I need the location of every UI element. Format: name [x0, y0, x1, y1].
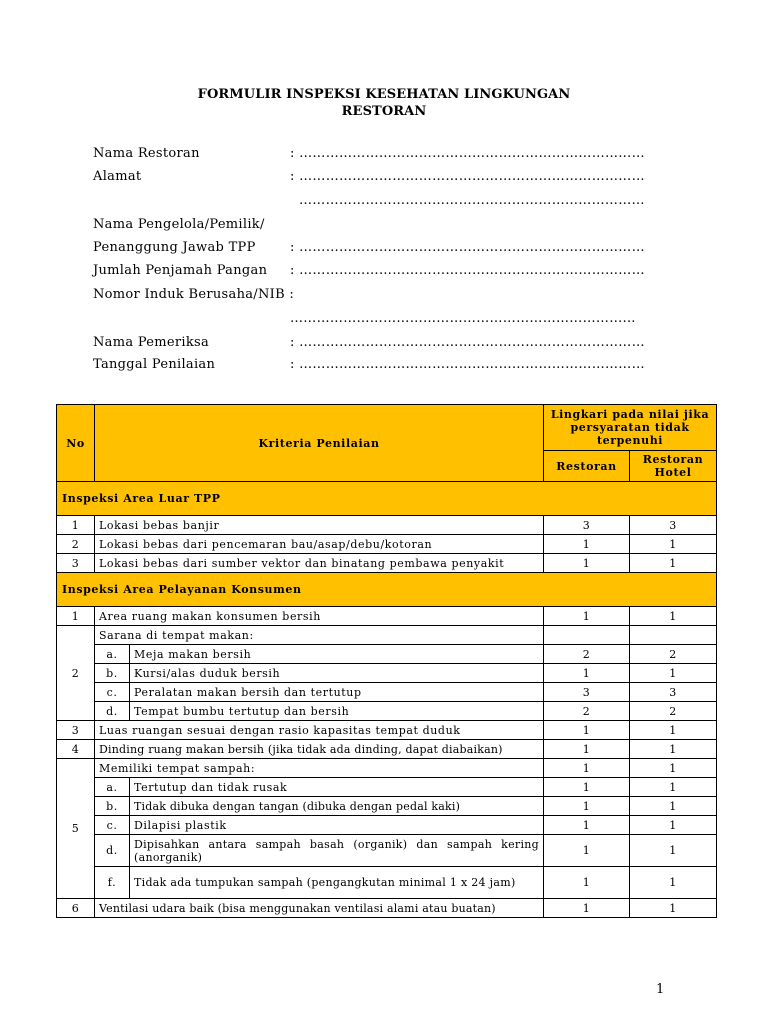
score-restoran-hotel[interactable]: 2	[630, 702, 717, 721]
score-restoran[interactable]: 1	[544, 899, 630, 918]
sub-criteria: Meja makan bersih	[130, 645, 544, 664]
table-row	[57, 516, 717, 535]
sub-letter: a.	[95, 645, 130, 664]
table-subrow	[57, 664, 717, 683]
table-row	[57, 554, 717, 573]
score-restoran-hotel[interactable]: 1	[630, 816, 717, 835]
sub-letter: f.	[95, 867, 130, 899]
score-restoran-hotel[interactable]: 1	[630, 867, 717, 899]
score-restoran[interactable]: 1	[544, 740, 630, 759]
table-subrow	[57, 835, 717, 867]
table-subrow	[57, 645, 717, 664]
score-restoran-hotel[interactable]: 1	[630, 797, 717, 816]
field-blank[interactable]: : ……………………………………………………………………	[290, 357, 645, 372]
table-row	[57, 759, 717, 778]
row-no: 3	[57, 554, 95, 573]
score-restoran[interactable]: 1	[544, 721, 630, 740]
section-title-pelayanan-konsumen: Inspeksi Area Pelayanan Konsumen	[57, 573, 717, 607]
sub-criteria: Kursi/alas duduk bersih	[130, 664, 544, 683]
table-subrow	[57, 683, 717, 702]
form-title: FORMULIR INSPEKSI KESEHATAN LINGKUNGAN	[197, 87, 571, 102]
sub-letter: c.	[95, 683, 130, 702]
score-restoran[interactable]: 1	[544, 607, 630, 626]
score-restoran-hotel[interactable]: 1	[630, 778, 717, 797]
field-label: Alamat	[93, 169, 142, 184]
score-restoran-hotel[interactable]: 1	[630, 664, 717, 683]
row-criteria: Area ruang makan konsumen bersih	[95, 607, 544, 626]
field-label: Penanggung Jawab TPP	[93, 240, 256, 255]
field-label: Jumlah Penjamah Pangan	[93, 263, 268, 278]
row-no: 2	[57, 626, 95, 721]
page-number: 1	[656, 982, 665, 997]
score-restoran-hotel[interactable]: 1	[630, 554, 717, 573]
table-row	[57, 535, 717, 554]
row-criteria: Ventilasi udara baik (bisa menggunakan ventilasi alami atau buatan)	[95, 899, 544, 918]
row-no: 5	[57, 759, 95, 899]
score-restoran-hotel-empty	[630, 626, 717, 645]
form-subtitle: RESTORAN	[341, 104, 427, 119]
header-restoran-hotel: Restoran Hotel	[630, 451, 717, 482]
field-blank[interactable]: : ……………………………………………………………………	[290, 240, 645, 255]
score-restoran-hotel[interactable]: 1	[630, 535, 717, 554]
row-no: 2	[57, 535, 95, 554]
score-restoran-hotel[interactable]: 1	[630, 899, 717, 918]
section-title-area-luar: Inspeksi Area Luar TPP	[57, 482, 717, 516]
sub-criteria: Dilapisi plastik	[130, 816, 544, 835]
row-no: 1	[57, 607, 95, 626]
table-row	[57, 607, 717, 626]
table-row	[57, 740, 717, 759]
row-no: 4	[57, 740, 95, 759]
score-restoran-hotel[interactable]: 1	[630, 759, 717, 778]
sub-letter: c.	[95, 816, 130, 835]
row-criteria: Lokasi bebas dari pencemaran bau/asap/debu/kotoran	[95, 535, 544, 554]
score-restoran-empty	[544, 626, 630, 645]
table-subrow	[57, 816, 717, 835]
field-blank[interactable]: : ……………………………………………………………………	[290, 169, 645, 184]
sub-letter: a.	[95, 778, 130, 797]
sub-criteria: Tidak ada tumpukan sampah (pengangkutan minimal 1 x 24 jam)	[130, 867, 544, 899]
score-restoran-hotel[interactable]: 3	[630, 683, 717, 702]
row-criteria: Sarana di tempat makan:	[95, 626, 544, 645]
score-restoran[interactable]: 1	[544, 835, 630, 867]
score-restoran[interactable]: 1	[544, 535, 630, 554]
score-restoran[interactable]: 1	[544, 664, 630, 683]
score-restoran-hotel[interactable]: 1	[630, 835, 717, 867]
field-label: Tanggal Penilaian	[93, 357, 216, 372]
score-restoran-hotel[interactable]: 3	[630, 516, 717, 535]
sub-letter: b.	[95, 664, 130, 683]
score-restoran-hotel[interactable]: 1	[630, 607, 717, 626]
field-label: Nama Pemeriksa	[93, 335, 210, 350]
row-no: 3	[57, 721, 95, 740]
table-subrow	[57, 797, 717, 816]
header-kriteria: Kriteria Penilaian	[95, 405, 544, 482]
row-no: 1	[57, 516, 95, 535]
table-subrow	[57, 867, 717, 899]
row-no: 6	[57, 899, 95, 918]
header-restoran: Restoran	[544, 451, 630, 482]
row-criteria: Lokasi bebas banjir	[95, 516, 544, 535]
table-row	[57, 721, 717, 740]
field-label: Nama Restoran	[93, 146, 200, 161]
field-label: Nomor Induk Berusaha/NIB :	[93, 287, 295, 302]
score-restoran[interactable]: 3	[544, 516, 630, 535]
section-row	[57, 573, 717, 607]
score-restoran[interactable]: 1	[544, 759, 630, 778]
row-criteria: Memiliki tempat sampah:	[95, 759, 544, 778]
sub-letter: d.	[95, 835, 130, 867]
sub-letter: d.	[95, 702, 130, 721]
sub-criteria: Tertutup dan tidak rusak	[130, 778, 544, 797]
score-restoran-hotel[interactable]: 1	[630, 721, 717, 740]
field-label: Nama Pengelola/Pemilik/	[93, 217, 265, 232]
row-criteria: Luas ruangan sesuai dengan rasio kapasitas tempat duduk	[95, 721, 544, 740]
score-restoran[interactable]: 2	[544, 702, 630, 721]
field-blank[interactable]: : ……………………………………………………………………	[290, 263, 645, 278]
table-row	[57, 899, 717, 918]
row-criteria: Lokasi bebas dari sumber vektor dan binatang pembawa penyakit	[95, 554, 544, 573]
field-blank[interactable]: : ……………………………………………………………………	[290, 335, 645, 350]
score-restoran[interactable]: 1	[544, 816, 630, 835]
field-blank[interactable]: ……………………………………………………………………	[290, 311, 636, 326]
section-row	[57, 482, 717, 516]
table-subrow	[57, 778, 717, 797]
header-lingkari: Lingkari pada nilai jika persyaratan tidak terpenuhi	[544, 405, 717, 451]
inspection-table	[56, 404, 717, 918]
score-restoran[interactable]: 1	[544, 778, 630, 797]
sub-letter: b.	[95, 797, 130, 816]
field-blank[interactable]: : ……………………………………………………………………	[290, 146, 645, 161]
sub-criteria: Dipisahkan antara sampah basah (organik) dan sampah kering (anorganik)	[130, 835, 544, 867]
score-restoran-hotel[interactable]: 1	[630, 740, 717, 759]
row-criteria: Dinding ruang makan bersih (jika tidak ada dinding, dapat diabaikan)	[95, 740, 544, 759]
table-row	[57, 626, 717, 645]
header-no: No	[57, 405, 95, 482]
sub-criteria: Peralatan makan bersih dan tertutup	[130, 683, 544, 702]
table-subrow	[57, 702, 717, 721]
score-restoran[interactable]: 2	[544, 645, 630, 664]
score-restoran[interactable]: 1	[544, 554, 630, 573]
score-restoran-hotel[interactable]: 2	[630, 645, 717, 664]
score-restoran[interactable]: 1	[544, 867, 630, 899]
sub-criteria: Tempat bumbu tertutup dan bersih	[130, 702, 544, 721]
score-restoran[interactable]: 1	[544, 797, 630, 816]
sub-criteria: Tidak dibuka dengan tangan (dibuka dengan pedal kaki)	[130, 797, 544, 816]
score-restoran[interactable]: 3	[544, 683, 630, 702]
field-blank[interactable]: ……………………………………………………………………	[299, 193, 645, 208]
